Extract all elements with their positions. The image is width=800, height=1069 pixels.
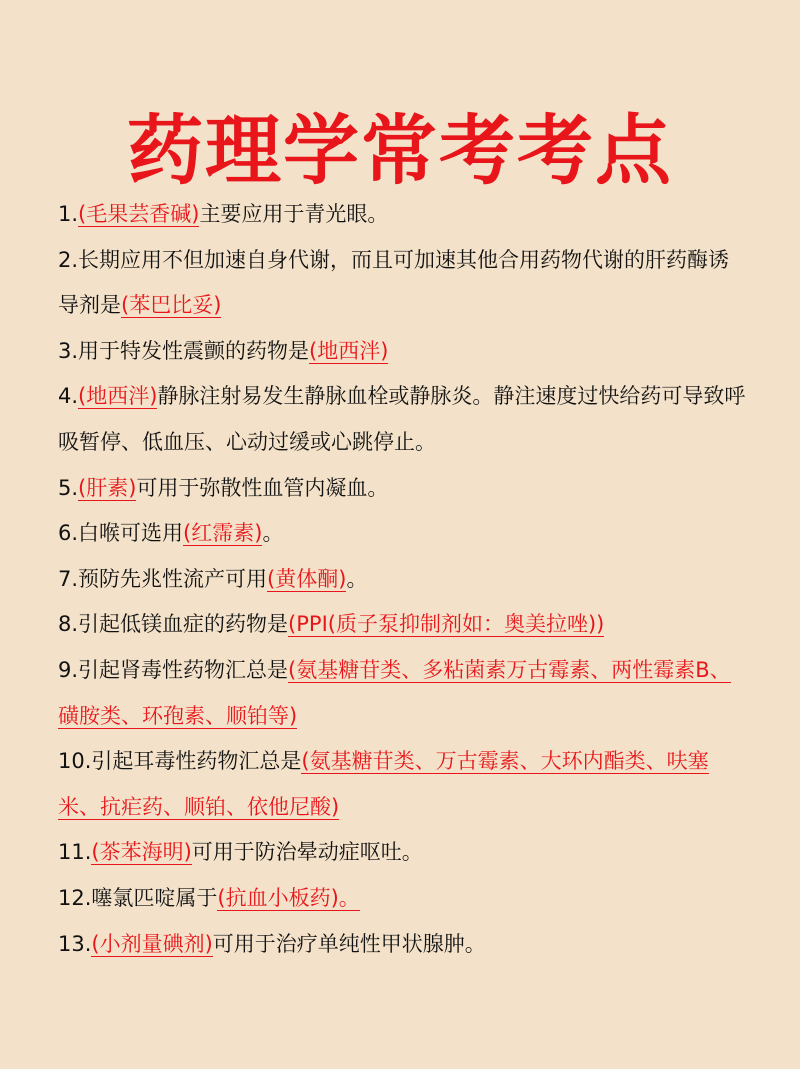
list-item xyxy=(58,192,748,238)
list-item xyxy=(58,739,748,830)
item-text: 静脉注射易发生静脉血栓或静脉炎。静注速度过快给药可导致呼吸暂停、低血压、心动过缓或心跳停止。 xyxy=(58,384,746,454)
highlighted-answer: (氨基糖苷类、多粘菌素万古霉素、两性霉素B、磺胺类、环孢素、顺铂等) xyxy=(58,657,731,728)
list-item xyxy=(58,374,748,465)
highlighted-answer: (抗血小板药)。 xyxy=(217,885,360,910)
list-item xyxy=(58,876,748,922)
item-text: 11. xyxy=(58,840,92,865)
highlighted-answer: (红霈素) xyxy=(183,521,263,546)
list-item xyxy=(58,922,748,968)
list-item xyxy=(58,466,748,512)
item-text: 4. xyxy=(58,384,79,409)
point-list xyxy=(58,192,748,967)
highlighted-answer: (地西泮) xyxy=(78,384,158,409)
highlighted-answer: (PPI(质子泵抑制剂如：奥美拉唑)) xyxy=(288,612,605,637)
list-item xyxy=(58,602,748,648)
highlighted-answer: (毛果芸香碱) xyxy=(78,202,200,226)
item-text: 6.白喉可选用 xyxy=(58,521,184,546)
page-title: 药理学常考考点 xyxy=(127,105,673,195)
item-text: 8.引起低镁血症的药物是 xyxy=(58,612,289,637)
list-item xyxy=(58,830,748,876)
item-text: 7.预防先兆性流产可用 xyxy=(58,566,268,591)
highlighted-answer: (小剂量碘剂) xyxy=(91,931,213,956)
item-text: 13. xyxy=(58,931,92,956)
item-text: 12.噻氯匹啶属于 xyxy=(58,885,218,910)
list-item xyxy=(58,557,748,603)
item-text: 5. xyxy=(58,475,79,500)
highlighted-answer: (氨基糖苷类、万古霉素、大环内酯类、呋塞米、抗疟药、顺铂、依他尼酸) xyxy=(58,749,709,819)
item-text: 可用于弥散性血管内凝血。 xyxy=(136,475,389,500)
item-text: 10.引起耳毒性药物汇总是 xyxy=(58,749,302,774)
highlighted-answer: (肝素) xyxy=(78,475,137,500)
highlighted-answer: (黄体酮) xyxy=(267,566,347,591)
item-text: 主要应用于青光眼。 xyxy=(199,202,389,226)
highlighted-answer: (地西泮) xyxy=(309,338,389,363)
list-item xyxy=(58,238,748,329)
list-item xyxy=(58,648,748,739)
item-text: 9.引起肾毒性药物汇总是 xyxy=(58,657,289,682)
highlighted-answer: (苯巴比妥) xyxy=(121,293,222,318)
list-item xyxy=(58,511,748,557)
item-text: 1. xyxy=(58,202,79,226)
list-item xyxy=(58,329,748,375)
item-text: 2.长期应用不但加速自身代谢，而且可加速其他合用药物代谢的肝药酶诱导剂是 xyxy=(58,247,730,318)
item-text: 3.用于特发性震颤的药物是 xyxy=(58,338,310,363)
highlighted-answer: (茶苯海明) xyxy=(91,840,192,865)
item-text: 可用于防治晕动症呕吐。 xyxy=(191,840,423,865)
item-text: 可用于治疗单纯性甲状腺肿。 xyxy=(212,931,486,956)
item-text: 。 xyxy=(262,521,284,546)
item-text: 。 xyxy=(346,566,368,591)
